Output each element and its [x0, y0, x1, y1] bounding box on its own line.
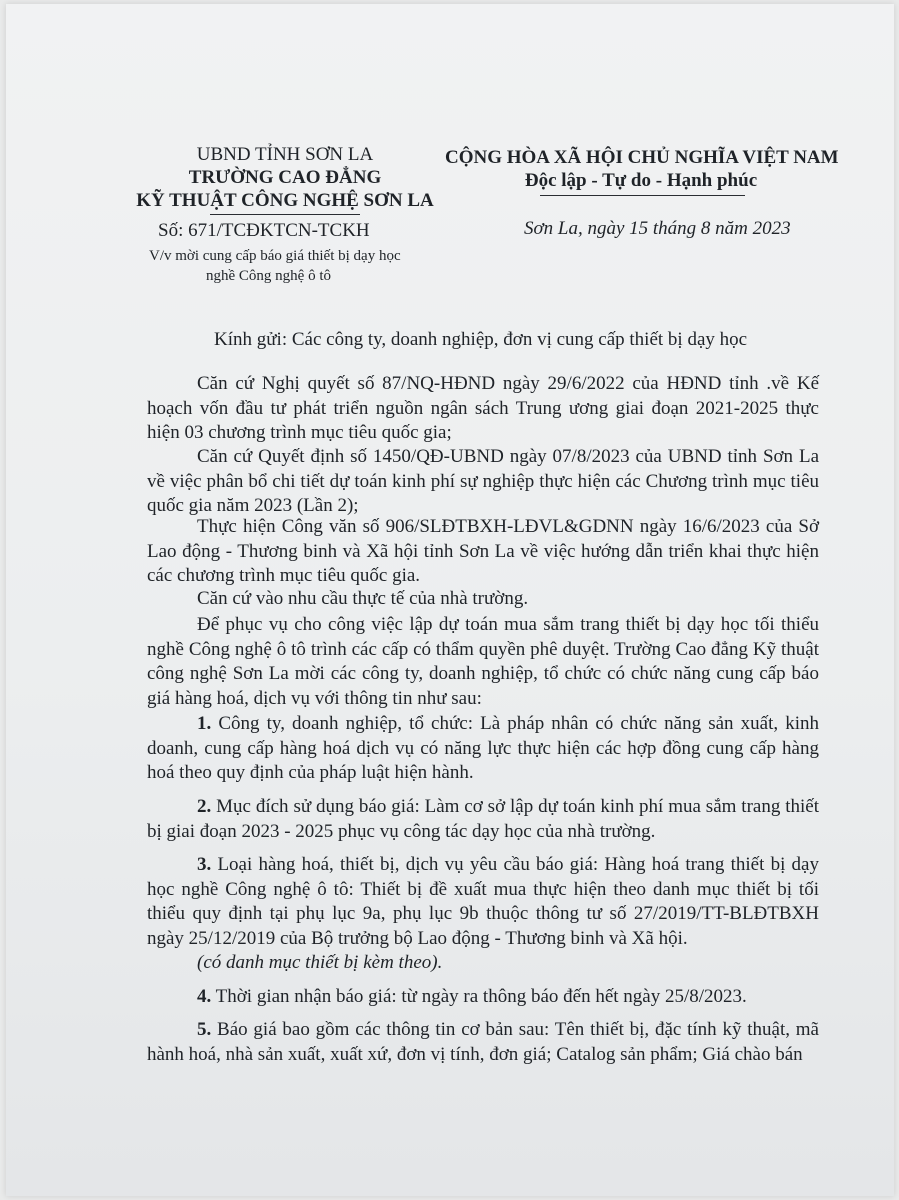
item-5: 5. Báo giá bao gồm các thông tin cơ bản sau: Tên thiết bị, đặc tính kỹ thuật, mã hành hoá, nhà sản xuất, xuất xứ, đơn vị tính, đơn giá; Catalog sản phẩm; Giá chào bán	[147, 1019, 819, 1065]
recipient: Kính gửi: Các công ty, doanh nghiệp, đơn vị cung cấp thiết bị dạy học	[214, 329, 748, 350]
item-2: 2. Mục đích sử dụng báo giá: Làm cơ sở lập dự toán kinh phí mua sắm trang thiết bị giai đoạn 2023 - 2025 phục vụ công tác dạy học của nhà trường.	[147, 796, 819, 842]
subject-line-1: V/v mời cung cấp báo giá thiết bị dạy học	[149, 248, 401, 264]
document-number: Số: 671/TCĐKTCN-TCKH	[158, 220, 370, 241]
org-line-school: TRƯỜNG CAO ĐẲNG	[188, 167, 382, 188]
paragraph-legal-basis-2: Căn cứ Quyết định số 1450/QĐ-UBND ngày 07/8/2023 của UBND tỉnh Sơn La về việc phân bổ chi tiết dự toán kinh phí sự nghiệp thực hiện các Chương trình mục tiêu quốc gia năm 2023 (Lần 2);	[147, 446, 819, 516]
motto-underline	[540, 195, 745, 196]
item-1: 1. Công ty, doanh nghiệp, tổ chức: Là pháp nhân có chức năng sản xuất, kinh doanh, cung cấp hàng hoá dịch vụ có năng lực thực hiện các hợp đồng cung cấp hàng hoá theo quy định của pháp luật hiện hành.	[147, 713, 819, 783]
org-line-province: UBND TỈNH SƠN LA	[196, 144, 374, 165]
item-3-note: (có danh mục thiết bị kèm theo).	[197, 952, 443, 973]
paragraph-legal-basis-3: Thực hiện Công văn số 906/SLĐTBXH-LĐVL&GDNN ngày 16/6/2023 của Sở Lao động - Thương binh và Xã hội tỉnh Sơn La về việc hướng dẫn triển khai thực hiện các chương trình mục tiêu quốc gia.	[147, 516, 819, 586]
paragraph-legal-basis-1: Căn cứ Nghị quyết số 87/NQ-HĐND ngày 29/6/2022 của HĐND tỉnh .về Kế hoạch vốn đầu tư phát triển nguồn ngân sách Trung ương giai đoạn 2021-2025 thực hiện 03 chương trình mục tiêu quốc gia;	[147, 373, 819, 443]
paragraph-needs: Căn cứ vào nhu cầu thực tế của nhà trường.	[197, 588, 529, 609]
org-line-school-name: KỸ THUẬT CÔNG NGHỆ SƠN LA	[136, 190, 434, 211]
item-4: 4. Thời gian nhận báo giá: từ ngày ra thông báo đến hết ngày 25/8/2023.	[197, 986, 747, 1007]
subject-line-2: nghề Công nghệ ô tô	[206, 268, 331, 284]
item-3: 3. Loại hàng hoá, thiết bị, dịch vụ yêu cầu báo giá: Hàng hoá trang thiết bị dạy học nghề Công nghệ ô tô: Thiết bị đề xuất mua thực hiện theo danh mục thiết bị tối thiểu quy định tại phụ lục 9a, phụ lục 9b thuộc thông tư số 27/2019/TT-BLĐTBXH ngày 25/12/2019 của Bộ trưởng bộ Lao động - Thương binh và Xã hội.	[147, 854, 819, 949]
nation-title: CỘNG HÒA XÃ HỘI CHỦ NGHĨA VIỆT NAM	[445, 147, 839, 168]
paragraph-purpose: Để phục vụ cho công việc lập dự toán mua sắm trang thiết bị dạy học tối thiểu nghề Công nghệ ô tô trình các cấp có thẩm quyền phê duyệt. Trường Cao đẳng Kỹ thuật công nghệ Sơn La mời các công ty, doanh nghiệp, tổ chức có chức năng cung cấp báo giá hàng hoá, dịch vụ với thông tin như sau:	[147, 614, 819, 709]
place-and-date: Sơn La, ngày 15 tháng 8 năm 2023	[524, 218, 791, 239]
national-motto: Độc lập - Tự do - Hạnh phúc	[524, 170, 758, 191]
header-left-underline	[210, 214, 360, 215]
